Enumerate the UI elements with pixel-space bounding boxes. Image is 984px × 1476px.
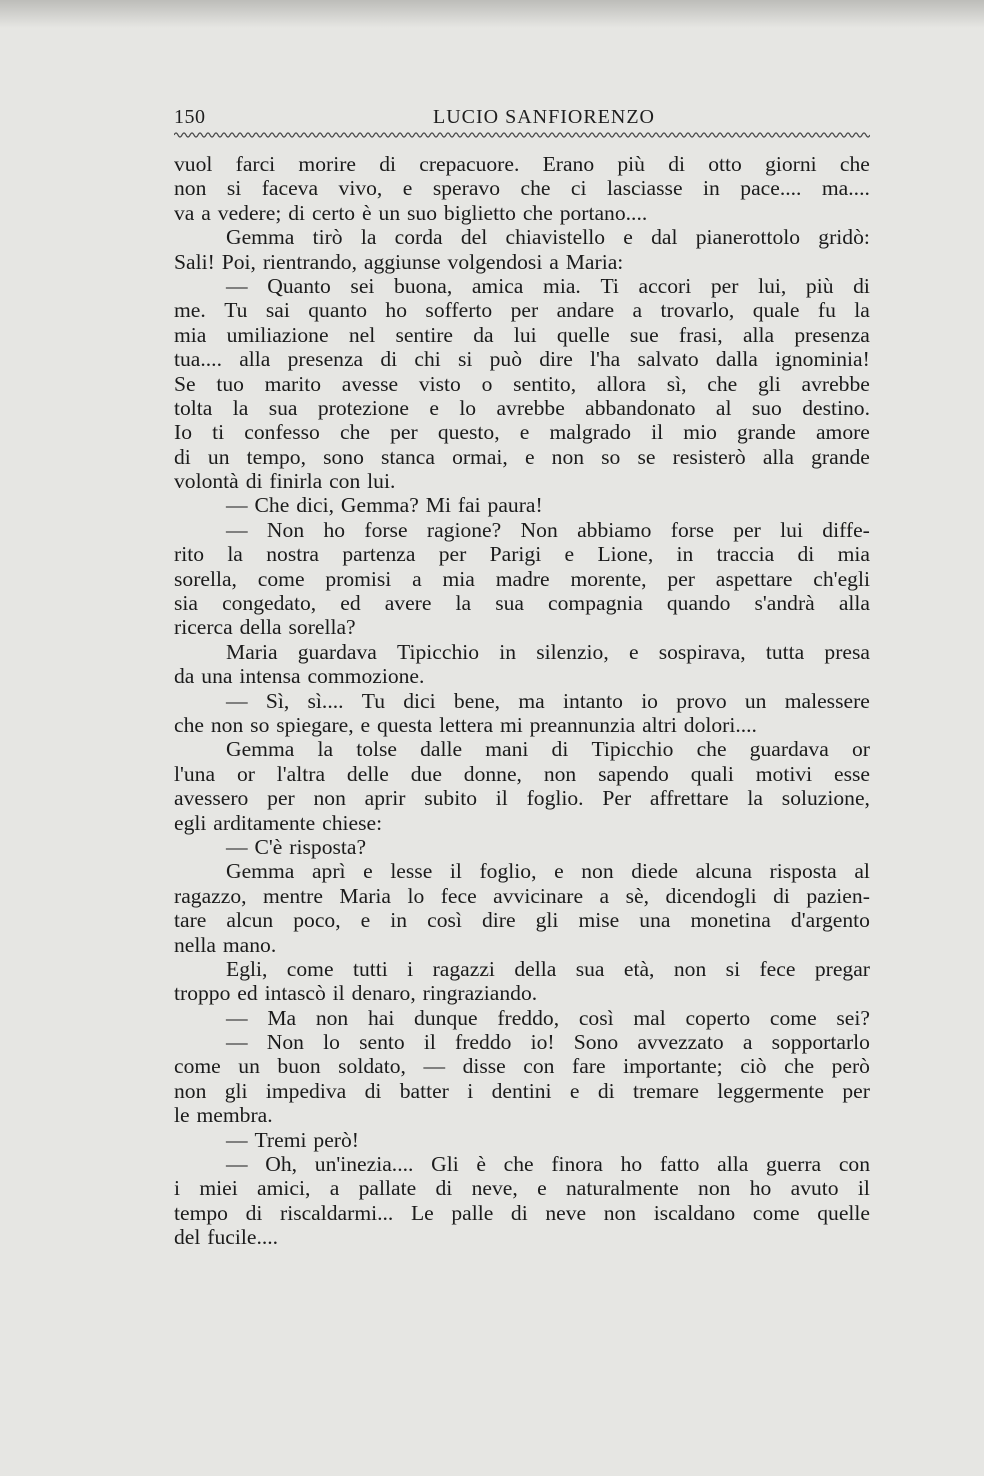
page-number: 150 (174, 106, 206, 128)
text-line: mia umiliazione nel sentire da lui quelle sue frasi, alla presenza (174, 322, 870, 347)
text-line: da una intensa commozione. (174, 664, 425, 689)
text-line: Gemma la tolse dalle mani di Tipicchio che guardava or (226, 737, 870, 762)
text-line: troppo ed intascò il denaro, ringraziando. (174, 981, 538, 1006)
text-line: che non so spiegare, e questa lettera mi preannunzia altri dolori.... (174, 712, 757, 737)
text-line: egli arditamente chiese: (174, 810, 383, 835)
text-line: nella mano. (174, 932, 277, 957)
wavy-header-rule (174, 130, 870, 140)
text-line: di un tempo, sono stanca ormai, e non so se resisterò alla grande (174, 444, 870, 469)
text-line: — Non lo sento il freddo io! Sono avvezzato a sopportarlo (226, 1030, 870, 1055)
running-title: LUCIO SANFIORENZO (433, 106, 655, 128)
text-line: i miei amici, a pallate di neve, e naturalmente non ho avuto il (174, 1176, 870, 1201)
text-line: tare alcun poco, e in così dire gli mise una monetina d'argento (174, 908, 870, 933)
text-line: tua.... alla presenza di chi si può dire l'ha salvato dalla ignominia! (174, 347, 870, 372)
text-line: — C'è risposta? (226, 834, 367, 859)
text-line: sorella, come promisi a mia madre morente, per aspettare ch'egli (174, 566, 870, 591)
text-line: Se tuo marito avesse visto o sentito, allora sì, che gli avrebbe (174, 371, 870, 396)
text-line: Egli, come tutti i ragazzi della sua età, non si fece pregar (226, 956, 870, 981)
text-line: vuol farci morire di crepacuore. Erano più di otto giorni che (174, 152, 870, 176)
text-line: l'una or l'altra delle due donne, non sapendo quali motivi esse (174, 761, 870, 786)
text-line: Gemma aprì e lesse il foglio, e non diede alcuna risposta al (226, 859, 870, 884)
text-line: Sali! Poi, rientrando, aggiunse volgendosi a Maria: (174, 249, 624, 274)
text-line: sia congedato, ed avere la sua compagnia quando s'andrà alla (174, 591, 870, 616)
text-line: — Oh, un'inezia.... Gli è che finora ho fatto alla guerra con (226, 1152, 870, 1177)
text-line: Gemma tirò la corda del chiavistello e dal pianerottolo gridò: (226, 225, 870, 250)
text-line: — Sì, sì.... Tu dici bene, ma intanto io provo un malessere (226, 688, 870, 713)
text-line: tempo di riscaldarmi... Le palle di neve non iscaldano come quelle (174, 1200, 870, 1225)
text-line: volontà di finirla con lui. (174, 469, 396, 494)
body-text (174, 152, 870, 1250)
text-line: rito la nostra partenza per Parigi e Lione, in traccia di mia (174, 542, 870, 567)
text-line: — Tremi però! (226, 1127, 359, 1152)
text-line: ricerca della sorella? (174, 615, 356, 640)
text-line: — Che dici, Gemma? Mi fai paura! (226, 493, 543, 518)
text-line: tolta la sua protezione e lo avrebbe abbandonato al suo destino. (174, 395, 870, 420)
text-line: — Ma non hai dunque freddo, così mal coperto come sei? (226, 1005, 870, 1030)
text-line: del fucile.... (174, 1225, 279, 1250)
text-line: me. Tu sai quanto ho sofferto per andare a trovarlo, quale fu la (174, 298, 870, 323)
text-line: va a vedere; di certo è un suo biglietto che portano.... (174, 200, 648, 225)
text-line: — Quanto sei buona, amica mia. Ti accori per lui, più di (226, 273, 870, 298)
text-line: Maria guardava Tipicchio in silenzio, e sospirava, tutta presa (226, 639, 870, 664)
text-line: avessero per non aprir subito il foglio. Per affrettare la soluzione, (174, 786, 870, 811)
text-line: le membra. (174, 1103, 273, 1128)
text-line: Io ti confesso che per questo, e malgrado il mio grande amore (174, 420, 870, 445)
text-line: — Non ho forse ragione? Non abbiamo forse per lui diffe- (226, 517, 870, 542)
text-line: non gli impediva di batter i dentini e di tremare leggermente per (174, 1078, 870, 1103)
text-line: come un buon soldato, — disse con fare importante; ciò che però (174, 1054, 870, 1079)
text-line: ragazzo, mentre Maria lo fece avvicinare a sè, dicendogli di pazien- (174, 883, 870, 908)
text-line: non si faceva vivo, e speravo che ci lasciasse in pace.... ma.... (174, 176, 870, 201)
